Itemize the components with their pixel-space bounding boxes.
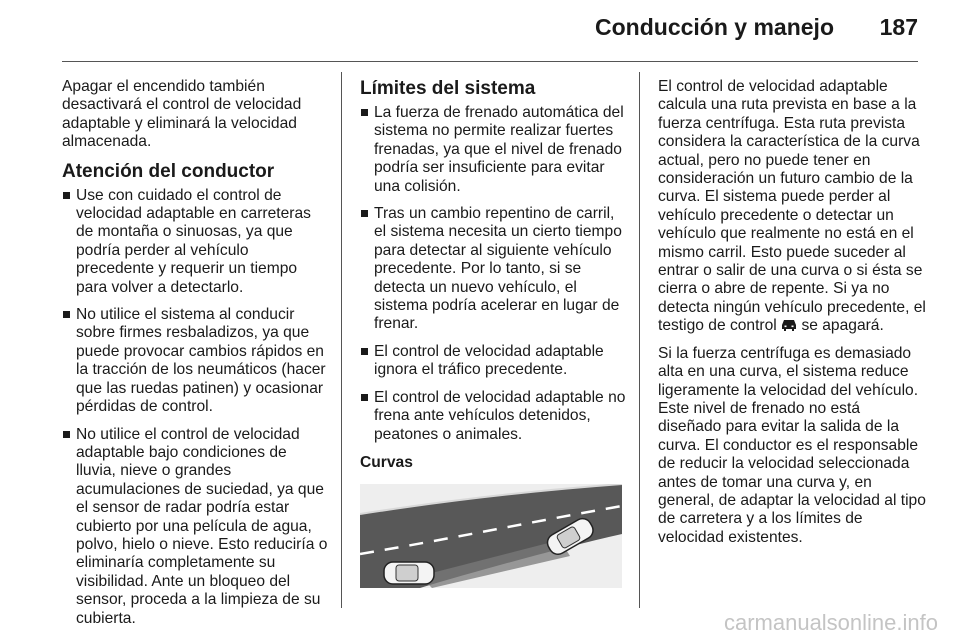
square-bullet-icon <box>361 348 368 355</box>
column-3 <box>658 78 926 556</box>
car-icon <box>781 319 797 331</box>
system-limits-list <box>360 104 626 444</box>
column-1 <box>62 78 328 637</box>
route-paragraph-end: se apagará. <box>801 317 884 335</box>
page-title: Conducción y manejo <box>595 14 834 40</box>
driver-attention-list <box>62 187 328 628</box>
list-item <box>360 205 626 334</box>
column-divider <box>639 72 640 608</box>
column-divider <box>341 72 342 608</box>
square-bullet-icon <box>361 394 368 401</box>
route-paragraph-text: El control de velocidad adaptable calcula una ruta prevista en base a la fuerza centrífuga. Esta ruta prevista considera la característica de la curva actual, pero no puede tener en consideración un futuro cambio de la curva. El sistema puede perder al vehículo precedente o detectar un vehículo que realmente no está en el mismo carril. Esto puede suceder al entrar o salir de una curva o si ésta se cierra o abre de repente. Si ya no detecta ningún vehículo precedente, el testigo de control <box>658 78 926 335</box>
list-item <box>360 104 626 196</box>
column-2 <box>360 78 626 588</box>
list-item <box>62 306 328 416</box>
route-paragraph <box>658 78 926 336</box>
square-bullet-icon <box>361 210 368 217</box>
header-divider <box>62 61 918 62</box>
list-item-text: El control de velocidad adaptable ignora el tráfico precedente. <box>374 342 604 379</box>
page-header <box>0 0 960 62</box>
system-limits-heading: Límites del sistema <box>360 78 536 99</box>
square-bullet-icon <box>63 311 70 318</box>
square-bullet-icon <box>63 192 70 199</box>
curves-subheading: Curvas <box>360 453 413 471</box>
list-item-text: Tras un cambio repentino de carril, el sistema necesita un cierto tiempo para detectar al siguiente vehículo precedente. Por lo tanto, si se detecta un nuevo vehículo, el sistema podría acelerar en lugar de frenar. <box>374 205 622 333</box>
intro-paragraph: Apagar el encendido también desactivará el control de velocidad adaptable y eliminará la velocidad almacenada. <box>62 78 302 151</box>
list-item-text: No utilice el control de velocidad adaptable bajo condiciones de lluvia, nieve o grandes acumulaciones de suciedad, ya que el sensor de radar podría estar cubierto por una película de agua, polvo, hielo o nieve. Esto reduciría o eliminaría completamente su visibilidad. Ante un bloqueo del sensor, proceda a la limpieza de su cubierta. <box>76 425 328 627</box>
own-vehicle <box>384 562 434 584</box>
list-item <box>360 389 626 444</box>
centrifugal-paragraph: Si la fuerza centrífuga es demasiado alta en una curva, el sistema reduce ligeramente la velocidad del vehículo. Este nivel de frenado no está diseñado para evitar la salida de la curva. El conductor es el responsable de reducir la velocidad seleccionada antes de tomar una curva y, en general, de adaptar la velocidad al tipo de carretera y a los límites de velocidad existentes. <box>658 344 926 546</box>
list-item <box>62 426 328 628</box>
page-number: 187 <box>879 14 918 40</box>
curve-illustration <box>360 484 622 588</box>
square-bullet-icon <box>361 109 368 116</box>
list-item-text: La fuerza de frenado automática del sistema no permite realizar fuertes frenadas, ya que el nivel de frenado podría ser insuficiente para evitar una colisión. <box>374 104 624 195</box>
list-item <box>62 187 328 297</box>
list-item-text: No utilice el sistema al conducir sobre firmes resbaladizos, ya que puede provocar cambios rápidos en la tracción de los neumáticos (hacer que las ruedas patinen) y ocasionar pérdidas de control. <box>76 306 326 416</box>
list-item <box>360 343 626 380</box>
watermark: carmanualsonline.info <box>723 610 938 635</box>
list-item-text: El control de velocidad adaptable no frena ante vehículos detenidos, peatones o animales. <box>374 388 626 443</box>
list-item-text: Use con cuidado el control de velocidad adaptable en carreteras de montaña o sinuosas, ya que podría perder al vehículo precedente y requerir un tiempo para volver a detectarlo. <box>76 186 311 296</box>
driver-attention-heading: Atención del conductor <box>62 160 275 182</box>
square-bullet-icon <box>63 431 70 438</box>
